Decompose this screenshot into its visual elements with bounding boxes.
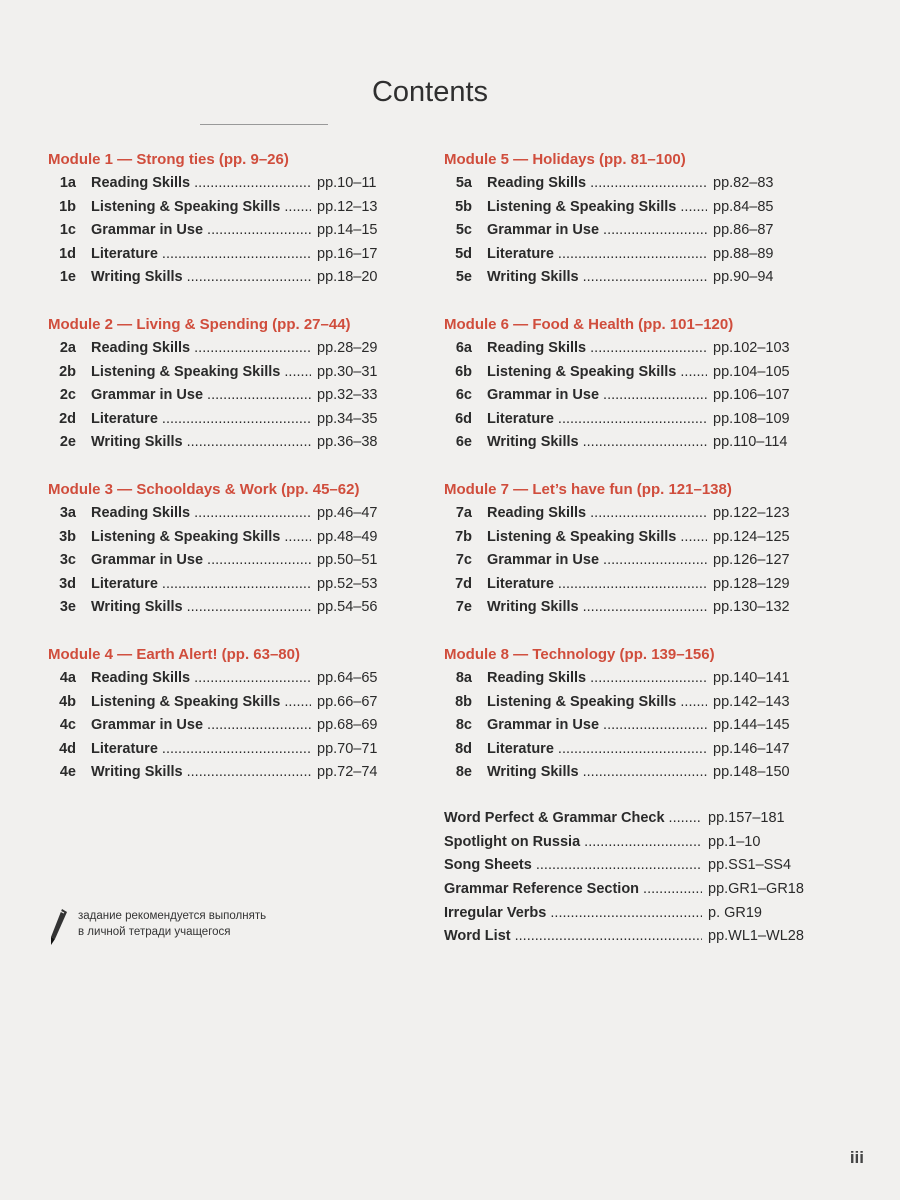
- entry-row: [48, 408, 398, 432]
- extra-name: Grammar Reference Section .....: [444, 878, 702, 902]
- entry-row: [48, 196, 398, 220]
- entry-name: Literature .....: [91, 738, 311, 762]
- entry-name: Listening & Speaking Skills .....: [487, 691, 707, 715]
- entry-code: 2c: [59, 387, 76, 403]
- note-line: задание рекомендуется выполнять: [78, 910, 267, 922]
- entry-name: Grammar in Use .....: [487, 219, 707, 243]
- entry-row: [48, 337, 398, 361]
- module-title: Module 2 — Living & Spending (pp. 27–44): [48, 316, 351, 333]
- entry-code: 6c: [455, 387, 472, 403]
- entry-name: Listening & Speaking Skills .....: [487, 196, 707, 220]
- module-section: [48, 643, 398, 808]
- entry-row: [444, 219, 824, 243]
- entry-name: Literature .....: [487, 408, 707, 432]
- entry-name: Grammar in Use .....: [487, 549, 707, 573]
- entry-code: 1b: [59, 198, 76, 215]
- entry-row: [48, 502, 398, 526]
- entry-pages: pp.48–49: [317, 528, 378, 545]
- entry-row: [444, 196, 824, 220]
- entry-pages: pp.102–103: [713, 340, 790, 356]
- entry-pages: pp.140–141: [713, 670, 790, 686]
- entry-row: [444, 408, 824, 432]
- entry-name: Writing Skills .....: [91, 761, 311, 785]
- entry-code: 4a: [59, 670, 76, 686]
- extra-row: [444, 831, 824, 855]
- entry-code: 6b: [455, 363, 472, 380]
- entry-pages: pp.54–56: [317, 599, 378, 615]
- page-title: Contents: [371, 76, 489, 108]
- entry-row: [48, 219, 398, 243]
- entry-pages: pp.124–125: [713, 528, 790, 545]
- entry-name: Grammar in Use .....: [91, 384, 311, 408]
- entry-row: [444, 573, 824, 597]
- entry-name: Listening & Speaking Skills .....: [91, 691, 311, 715]
- entry-code: 6e: [455, 434, 472, 450]
- entry-row: [48, 573, 398, 597]
- entry-row: [444, 667, 824, 691]
- entry-row: [444, 172, 824, 196]
- entry-pages: pp.36–38: [317, 434, 378, 450]
- module-title: Module 1 — Strong ties (pp. 9–26): [48, 151, 289, 168]
- entry-pages: pp.14–15: [317, 222, 378, 238]
- entry-pages: pp.70–71: [317, 740, 378, 757]
- note-line: в личной тетради учащегося: [78, 926, 231, 938]
- entry-row: [48, 361, 398, 385]
- entry-name: Grammar in Use .....: [91, 714, 311, 738]
- extra-name: Song Sheets .....: [444, 854, 702, 878]
- entry-code: 7a: [455, 505, 472, 521]
- extra-row: [444, 807, 824, 831]
- entry-pages: pp.16–17: [317, 245, 378, 262]
- entry-pages: pp.72–74: [317, 764, 378, 780]
- entry-row: [444, 714, 824, 738]
- entry-code: 4e: [59, 764, 76, 780]
- extra-name: Irregular Verbs .....: [444, 902, 702, 926]
- entry-name: Literature .....: [487, 738, 707, 762]
- entry-pages: pp.84–85: [713, 198, 774, 215]
- extra-row: [444, 925, 824, 949]
- entry-name: Listening & Speaking Skills .....: [91, 526, 311, 550]
- entry-name: Writing Skills .....: [91, 266, 311, 290]
- entry-code: 8d: [455, 740, 472, 757]
- entry-code: 8c: [455, 717, 472, 733]
- entry-pages: pp.122–123: [713, 505, 790, 521]
- entry-row: [48, 384, 398, 408]
- entry-code: 7d: [455, 575, 472, 592]
- entry-code: 5e: [455, 269, 472, 285]
- entry-name: Reading Skills .....: [487, 337, 707, 361]
- entry-name: Literature .....: [487, 243, 707, 267]
- entry-row: [444, 337, 824, 361]
- entry-pages: pp.28–29: [317, 340, 378, 356]
- extra-pages: pp.WL1–WL28: [708, 928, 804, 945]
- entry-pages: pp.32–33: [317, 387, 378, 403]
- entry-row: [444, 549, 824, 573]
- entry-pages: pp.106–107: [713, 387, 790, 403]
- extra-pages: pp.157–181: [708, 810, 785, 826]
- entry-code: 4b: [59, 693, 76, 710]
- entry-code: 5d: [455, 245, 472, 262]
- entry-row: [444, 266, 824, 290]
- extra-pages: pp.SS1–SS4: [708, 857, 792, 874]
- entry-code: 8b: [455, 693, 472, 710]
- entry-row: [48, 667, 398, 691]
- entry-name: Reading Skills .....: [91, 667, 311, 691]
- entry-row: [48, 266, 398, 290]
- entry-row: [444, 243, 824, 267]
- entry-row: [48, 549, 398, 573]
- entry-row: [444, 691, 824, 715]
- entry-name: Writing Skills .....: [487, 431, 707, 455]
- entry-row: [444, 596, 824, 620]
- entry-row: [48, 714, 398, 738]
- entry-name: Reading Skills .....: [487, 502, 707, 526]
- entry-name: Literature .....: [91, 408, 311, 432]
- entry-pages: pp.86–87: [713, 222, 774, 238]
- entry-row: [48, 761, 398, 785]
- entry-name: Writing Skills .....: [487, 266, 707, 290]
- entry-name: Literature .....: [91, 573, 311, 597]
- entry-pages: pp.30–31: [317, 363, 378, 380]
- entry-code: 7b: [455, 528, 472, 545]
- left-column: [48, 148, 398, 808]
- entry-code: 4d: [59, 740, 76, 757]
- entry-name: Listening & Speaking Skills .....: [91, 361, 311, 385]
- module-title: Module 6 — Food & Health (pp. 101–120): [444, 316, 734, 333]
- entry-code: 1c: [59, 222, 76, 238]
- entry-pages: pp.88–89: [713, 245, 774, 262]
- entry-pages: pp.144–145: [713, 717, 790, 733]
- entry-code: 3b: [59, 528, 76, 545]
- entry-name: Reading Skills .....: [487, 172, 707, 196]
- module-section: [444, 478, 824, 643]
- entry-code: 3c: [59, 552, 76, 568]
- entry-pages: pp.68–69: [317, 717, 378, 733]
- entry-code: 4c: [59, 717, 76, 733]
- entry-pages: pp.10–11: [317, 175, 377, 191]
- entry-pages: pp.18–20: [317, 269, 378, 285]
- module-section: [444, 313, 824, 478]
- entry-code: 2e: [59, 434, 76, 450]
- entry-name: Grammar in Use .....: [487, 384, 707, 408]
- entry-code: 7c: [455, 552, 472, 568]
- module-title: Module 5 — Holidays (pp. 81–100): [444, 151, 686, 168]
- extra-pages: pp.GR1–GR18: [708, 881, 804, 898]
- entry-row: [48, 691, 398, 715]
- divider: [200, 124, 328, 125]
- entry-code: 7e: [455, 599, 472, 615]
- entry-code: 3a: [59, 505, 76, 521]
- entry-code: 6a: [455, 340, 472, 356]
- module-title: Module 4 — Earth Alert! (pp. 63–80): [48, 646, 300, 663]
- entry-pages: pp.146–147: [713, 740, 790, 757]
- entry-pages: pp.66–67: [317, 693, 378, 710]
- entry-row: [48, 526, 398, 550]
- entry-pages: pp.126–127: [713, 552, 790, 568]
- entry-name: Writing Skills .....: [91, 596, 311, 620]
- extra-name: Spotlight on Russia .....: [444, 831, 702, 855]
- entry-row: [48, 738, 398, 762]
- entry-name: Writing Skills .....: [487, 596, 707, 620]
- extra-pages: pp.1–10: [708, 833, 761, 850]
- entry-pages: pp.128–129: [713, 575, 790, 592]
- extra-row: [444, 854, 824, 878]
- entry-code: 5b: [455, 198, 472, 215]
- entry-pages: pp.108–109: [713, 410, 790, 427]
- entry-row: [444, 738, 824, 762]
- module-section: [48, 478, 398, 643]
- entry-row: [444, 502, 824, 526]
- module-title: Module 3 — Schooldays & Work (pp. 45–62): [48, 481, 360, 498]
- entry-row: [444, 361, 824, 385]
- entry-name: Reading Skills .....: [91, 172, 311, 196]
- entry-name: Writing Skills .....: [91, 431, 311, 455]
- entry-name: Grammar in Use .....: [91, 549, 311, 573]
- module-section: [444, 643, 824, 808]
- extras-list: [444, 807, 824, 949]
- entry-row: [48, 172, 398, 196]
- entry-pages: pp.46–47: [317, 505, 378, 521]
- entry-name: Reading Skills .....: [487, 667, 707, 691]
- entry-code: 1d: [59, 245, 76, 262]
- entry-pages: pp.64–65: [317, 670, 378, 686]
- extra-row: [444, 878, 824, 902]
- entry-name: Listening & Speaking Skills .....: [487, 526, 707, 550]
- entry-pages: pp.110–114: [713, 434, 788, 450]
- entry-code: 5c: [455, 222, 472, 238]
- entry-name: Literature .....: [487, 573, 707, 597]
- entry-row: [444, 761, 824, 785]
- pen-icon: [48, 908, 68, 946]
- right-column: [444, 148, 824, 808]
- extra-name: Word List .....: [444, 925, 702, 949]
- entry-pages: pp.12–13: [317, 198, 378, 215]
- entry-code: 2a: [59, 340, 76, 356]
- entry-code: 8e: [455, 764, 472, 780]
- entry-name: Grammar in Use .....: [91, 219, 311, 243]
- entry-name: Listening & Speaking Skills .....: [91, 196, 311, 220]
- entry-pages: pp.104–105: [713, 363, 790, 380]
- entry-row: [48, 243, 398, 267]
- entry-row: [444, 384, 824, 408]
- entry-row: [48, 596, 398, 620]
- entry-pages: pp.142–143: [713, 693, 790, 710]
- entry-name: Literature .....: [91, 243, 311, 267]
- entry-row: [444, 431, 824, 455]
- module-title: Module 7 — Let’s have fun (pp. 121–138): [444, 481, 732, 498]
- entry-pages: pp.82–83: [713, 175, 774, 191]
- entry-code: 6d: [455, 410, 472, 427]
- entry-code: 1a: [59, 175, 76, 191]
- entry-pages: pp.90–94: [713, 269, 774, 285]
- entry-code: 1e: [59, 269, 76, 285]
- entry-row: [444, 526, 824, 550]
- entry-code: 5a: [455, 175, 472, 191]
- note-text: [78, 908, 266, 940]
- entry-pages: pp.148–150: [713, 764, 790, 780]
- entry-code: 2b: [59, 363, 76, 380]
- page-number: iii: [849, 1148, 864, 1167]
- entry-pages: pp.34–35: [317, 410, 378, 427]
- entry-pages: pp.130–132: [713, 599, 790, 615]
- module-title: Module 8 — Technology (pp. 139–156): [444, 646, 715, 663]
- module-section: [48, 148, 398, 313]
- extra-name: Word Perfect & Grammar Check .....: [444, 807, 702, 831]
- entry-code: 8a: [455, 670, 472, 686]
- entry-code: 3e: [59, 599, 76, 615]
- entry-name: Reading Skills .....: [91, 502, 311, 526]
- module-section: [48, 313, 398, 478]
- entry-name: Writing Skills .....: [487, 761, 707, 785]
- entry-code: 3d: [59, 575, 76, 592]
- notebook-note: [48, 908, 266, 946]
- entry-code: 2d: [59, 410, 76, 427]
- entry-pages: pp.52–53: [317, 575, 378, 592]
- extra-row: [444, 902, 824, 926]
- entry-row: [48, 431, 398, 455]
- entry-name: Listening & Speaking Skills .....: [487, 361, 707, 385]
- entry-name: Grammar in Use .....: [487, 714, 707, 738]
- entry-name: Reading Skills .....: [91, 337, 311, 361]
- entry-pages: pp.50–51: [317, 552, 378, 568]
- module-section: [444, 148, 824, 313]
- extra-pages: p. GR19: [708, 904, 762, 921]
